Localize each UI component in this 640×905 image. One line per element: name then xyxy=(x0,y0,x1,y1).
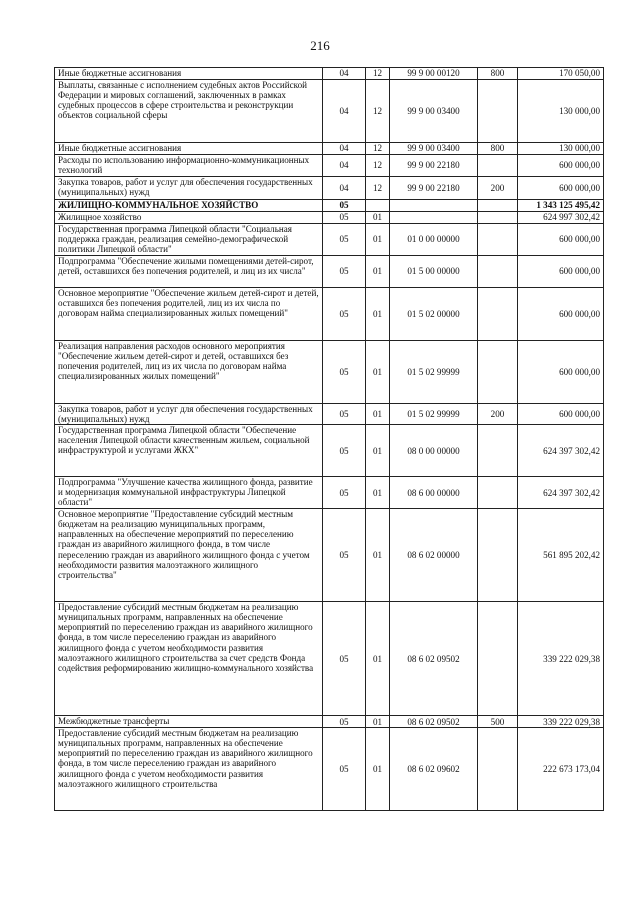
row-amount-cell: 600 000,00 xyxy=(518,155,604,177)
table-row xyxy=(55,212,604,224)
row-amount-cell: 600 000,00 xyxy=(518,341,604,404)
row-subsection-cell xyxy=(366,200,390,212)
row-expense-type-cell: 800 xyxy=(478,143,518,155)
row-name-cell: Выплаты, связанные с исполнением судебных актов Российской Федерации и мировых соглашений, заключенных в рамках судебных процессов в сфере строительства и реконструкции объектов социальной сферы xyxy=(55,80,323,143)
row-section-cell: 05 xyxy=(323,212,366,224)
row-expense-type-cell xyxy=(478,80,518,143)
table-row xyxy=(55,224,604,256)
row-amount-cell: 170 050,00 xyxy=(518,68,604,80)
row-target-code-cell: 01 5 00 00000 xyxy=(390,256,478,288)
row-target-code-cell: 01 5 02 99999 xyxy=(390,341,478,404)
row-subsection-cell: 12 xyxy=(366,143,390,155)
row-section-cell: 05 xyxy=(323,509,366,602)
row-subsection-cell: 12 xyxy=(366,80,390,143)
row-subsection-cell: 01 xyxy=(366,256,390,288)
row-amount-cell: 130 000,00 xyxy=(518,143,604,155)
row-expense-type-cell xyxy=(478,425,518,477)
row-target-code-cell: 99 9 00 03400 xyxy=(390,143,478,155)
row-name-cell: Основное мероприятие "Предоставление субсидий местным бюджетам на реализацию муниципальных программ, направленных на обеспечение мероприятий по переселению граждан из аварийного жилищного фонда, в том числе переселению граждан из аварийного жилищного фонда с учетом необходимости развития малоэтажного жилищного строительства" xyxy=(55,509,323,602)
row-target-code-cell xyxy=(390,212,478,224)
row-expense-type-cell xyxy=(478,155,518,177)
table-row xyxy=(55,177,604,200)
row-section-cell: 05 xyxy=(323,728,366,811)
row-name-cell: Закупка товаров, работ и услуг для обеспечения государственных (муниципальных) нужд xyxy=(55,404,323,425)
row-name-cell: Межбюджетные трансферты xyxy=(55,716,323,728)
row-name-cell: Иные бюджетные ассигнования xyxy=(55,68,323,80)
row-expense-type-cell xyxy=(478,256,518,288)
row-name-cell: Закупка товаров, работ и услуг для обеспечения государственных (муниципальных) нужд xyxy=(55,177,323,200)
row-target-code-cell: 01 5 02 99999 xyxy=(390,404,478,425)
table-row xyxy=(55,716,604,728)
row-target-code-cell: 01 0 00 00000 xyxy=(390,224,478,256)
row-target-code-cell xyxy=(390,200,478,212)
row-expense-type-cell xyxy=(478,288,518,341)
row-target-code-cell: 99 9 00 03400 xyxy=(390,80,478,143)
row-section-cell: 05 xyxy=(323,477,366,509)
row-name-cell: ЖИЛИЩНО-КОММУНАЛЬНОЕ ХОЗЯЙСТВО xyxy=(55,200,323,212)
row-section-cell: 05 xyxy=(323,288,366,341)
row-amount-cell: 339 222 029,38 xyxy=(518,602,604,716)
row-section-cell: 04 xyxy=(323,177,366,200)
row-section-cell: 05 xyxy=(323,341,366,404)
budget-table-body xyxy=(55,68,604,811)
row-subsection-cell: 01 xyxy=(366,224,390,256)
table-row xyxy=(55,155,604,177)
row-subsection-cell: 01 xyxy=(366,602,390,716)
table-row xyxy=(55,256,604,288)
row-expense-type-cell xyxy=(478,602,518,716)
row-section-cell: 04 xyxy=(323,80,366,143)
row-amount-cell: 600 000,00 xyxy=(518,224,604,256)
row-expense-type-cell xyxy=(478,200,518,212)
row-target-code-cell: 08 6 00 00000 xyxy=(390,477,478,509)
table-row xyxy=(55,728,604,811)
row-name-cell: Подпрограмма "Обеспечение жилыми помещениями детей-сирот, детей, оставшихся без попечения родителей, и лиц из их числа" xyxy=(55,256,323,288)
row-subsection-cell: 12 xyxy=(366,177,390,200)
row-expense-type-cell: 800 xyxy=(478,68,518,80)
row-amount-cell: 600 000,00 xyxy=(518,256,604,288)
row-expense-type-cell xyxy=(478,477,518,509)
row-amount-cell: 624 997 302,42 xyxy=(518,212,604,224)
row-name-cell: Основное мероприятие "Обеспечение жильем детей-сирот и детей, оставшихся без попечения родителей, лиц из их числа по договорам найма специализированных жилых помещений" xyxy=(55,288,323,341)
row-name-cell: Иные бюджетные ассигнования xyxy=(55,143,323,155)
row-expense-type-cell: 500 xyxy=(478,716,518,728)
row-amount-cell: 600 000,00 xyxy=(518,177,604,200)
row-section-cell: 05 xyxy=(323,224,366,256)
row-subsection-cell: 12 xyxy=(366,68,390,80)
row-expense-type-cell: 200 xyxy=(478,177,518,200)
row-subsection-cell: 01 xyxy=(366,509,390,602)
row-name-cell: Государственная программа Липецкой области "Обеспечение населения Липецкой области качественным жильем, социальной инфраструктурой и услугами ЖКХ" xyxy=(55,425,323,477)
table-row xyxy=(55,288,604,341)
row-subsection-cell: 01 xyxy=(366,288,390,341)
row-expense-type-cell xyxy=(478,509,518,602)
row-amount-cell: 624 397 302,42 xyxy=(518,477,604,509)
row-target-code-cell: 99 9 00 00120 xyxy=(390,68,478,80)
row-amount-cell: 1 343 125 495,42 xyxy=(518,200,604,212)
row-expense-type-cell xyxy=(478,728,518,811)
row-target-code-cell: 99 9 00 22180 xyxy=(390,155,478,177)
row-amount-cell: 600 000,00 xyxy=(518,288,604,341)
table-row xyxy=(55,68,604,80)
row-subsection-cell: 01 xyxy=(366,212,390,224)
row-section-cell: 05 xyxy=(323,200,366,212)
table-row xyxy=(55,404,604,425)
row-subsection-cell: 01 xyxy=(366,425,390,477)
row-subsection-cell: 01 xyxy=(366,716,390,728)
row-target-code-cell: 99 9 00 22180 xyxy=(390,177,478,200)
row-target-code-cell: 01 5 02 00000 xyxy=(390,288,478,341)
row-name-cell: Государственная программа Липецкой области "Социальная поддержка граждан, реализация семейно-демографической политики Липецкой области" xyxy=(55,224,323,256)
row-section-cell: 05 xyxy=(323,425,366,477)
row-section-cell: 04 xyxy=(323,68,366,80)
table-row xyxy=(55,200,604,212)
row-section-cell: 05 xyxy=(323,256,366,288)
row-section-cell: 05 xyxy=(323,716,366,728)
row-section-cell: 05 xyxy=(323,404,366,425)
row-section-cell: 04 xyxy=(323,143,366,155)
table-row xyxy=(55,341,604,404)
row-name-cell: Жилищное хозяйство xyxy=(55,212,323,224)
row-subsection-cell: 01 xyxy=(366,404,390,425)
table-row xyxy=(55,425,604,477)
table-row xyxy=(55,477,604,509)
row-amount-cell: 222 673 173,04 xyxy=(518,728,604,811)
row-section-cell: 04 xyxy=(323,155,366,177)
table-row xyxy=(55,143,604,155)
row-amount-cell: 339 222 029,38 xyxy=(518,716,604,728)
row-name-cell: Расходы по использованию информационно-коммуникационных технологий xyxy=(55,155,323,177)
row-target-code-cell: 08 6 02 00000 xyxy=(390,509,478,602)
row-subsection-cell: 12 xyxy=(366,155,390,177)
row-section-cell: 05 xyxy=(323,602,366,716)
table-row xyxy=(55,602,604,716)
row-subsection-cell: 01 xyxy=(366,728,390,811)
table-row xyxy=(55,80,604,143)
row-target-code-cell: 08 6 02 09602 xyxy=(390,728,478,811)
row-subsection-cell: 01 xyxy=(366,341,390,404)
row-expense-type-cell: 200 xyxy=(478,404,518,425)
row-name-cell: Предоставление субсидий местным бюджетам на реализацию муниципальных программ, направленных на обеспечение мероприятий по переселению граждан из аварийного жилищного фонда, в том числе переселению граждан из аварийного жилищного фонда с учетом необходимости развития малоэтажного жилищного строительства за счет средств Фонда содействия реформированию жилищно-коммунального хозяйства xyxy=(55,602,323,716)
row-target-code-cell: 08 6 02 09502 xyxy=(390,716,478,728)
row-expense-type-cell xyxy=(478,224,518,256)
row-subsection-cell: 01 xyxy=(366,477,390,509)
page-number: 216 xyxy=(310,38,330,53)
row-name-cell: Предоставление субсидий местным бюджетам на реализацию муниципальных программ, направленных на обеспечение мероприятий по переселению граждан из аварийного жилищного фонда, в том числе переселению граждан из аварийного жилищного фонда с учетом необходимости развития малоэтажного жилищного строительства xyxy=(55,728,323,811)
row-target-code-cell: 08 0 00 00000 xyxy=(390,425,478,477)
row-target-code-cell: 08 6 02 09502 xyxy=(390,602,478,716)
budget-table xyxy=(54,67,604,811)
row-expense-type-cell xyxy=(478,212,518,224)
row-expense-type-cell xyxy=(478,341,518,404)
row-amount-cell: 600 000,00 xyxy=(518,404,604,425)
row-name-cell: Реализация направления расходов основного мероприятия "Обеспечение жильем детей-сирот и детей, оставшихся без попечения родителей, лиц из их числа по договорам найма специализированных жилых помещений" xyxy=(55,341,323,404)
row-amount-cell: 561 895 202,42 xyxy=(518,509,604,602)
table-row xyxy=(55,509,604,602)
row-amount-cell: 130 000,00 xyxy=(518,80,604,143)
row-amount-cell: 624 397 302,42 xyxy=(518,425,604,477)
row-name-cell: Подпрограмма "Улучшение качества жилищного фонда, развитие и модернизация коммунальной инфраструктуры Липецкой области" xyxy=(55,477,323,509)
